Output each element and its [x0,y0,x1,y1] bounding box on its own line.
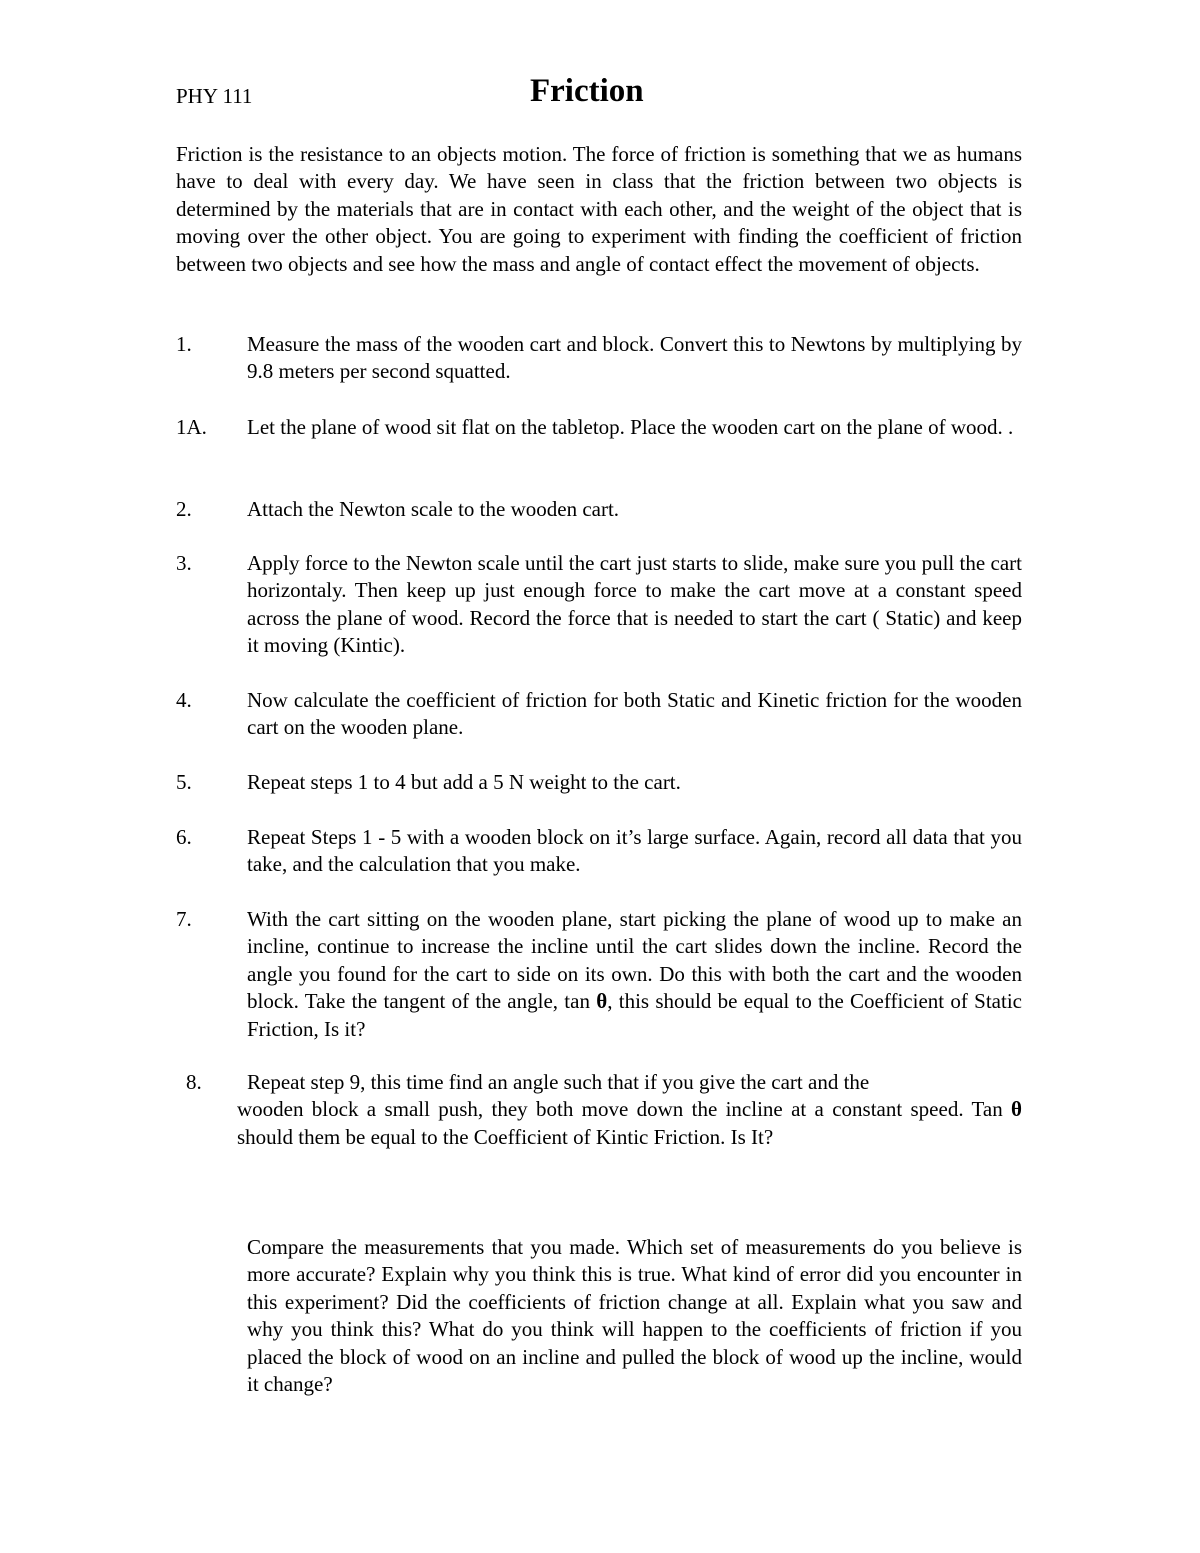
step-number: 2. [176,497,192,521]
step-text: Let the plane of wood sit flat on the tabletop. Place the wooden cart on the plane of wood. . [247,415,1014,439]
page-title: Friction [530,73,644,109]
step-8-text: Repeat step 9, this time find an angle such that if you give the cart and the wooden block a small push, they both move down the incline at a constant speed. Tan θ should them be equal to the Coefficient of Kintic Friction. Is It? [237,1070,1022,1149]
step-text: Attach the Newton scale to the wooden cart. [247,497,620,521]
conclusion-paragraph: Compare the measurements that you made. Which set of measurements do you believe is more accurate? Explain why you think this is true. What kind of error did you encounter in this experiment? Did the coefficients of friction change at all. Explain what you saw and why you think this? What do you think will happen to the coefficients of friction if you placed the block of wood on an incline and pulled the block of wood up the incline, would it change? [247,1235,1022,1397]
step-text: Repeat Steps 1 - 5 with a wooden block on it’s large surface. Again, record all data that you take, and the calculation that you make. [247,825,1022,877]
step-text: Now calculate the coefficient of friction for both Static and Kinetic friction for the wooden cart on the wooden plane. [247,688,1022,740]
theta-symbol: θ [1011,1097,1022,1122]
step-number: 8. [186,1070,202,1094]
step-number: 1A. [176,415,207,439]
course-code: PHY 111 [176,84,253,108]
step-number: 4. [176,688,192,712]
step-text: Apply force to the Newton scale until the cart just starts to slide, make sure you pull the cart horizontaly. Then keep up just enough force to make the cart move at a constant speed across the plane of wood. Record the force that is needed to start the cart ( Static) and keep it moving (Kintic). [247,551,1022,658]
step-text: Repeat steps 1 to 4 but add a 5 N weight to the cart. [247,770,681,794]
step-number: 6. [176,825,192,849]
theta-symbol: θ [596,989,608,1014]
step-number: 5. [176,770,192,794]
step-number: 7. [176,907,192,931]
step-text: With the cart sitting on the wooden plane, start picking the plane of wood up to make an incline, continue to increase the incline until the cart slides down the incline. Record the angle you found for the cart to side on its own. Do this with both the cart and the wooden block. Take the tangent of the angle, tan θ, this should be equal to the Coefficient of Static Friction, Is it? [247,907,1022,1041]
step-text: Measure the mass of the wooden cart and block. Convert this to Newtons by multiplying by 9.8 meters per second squatted. [247,332,1022,384]
step-number: 3. [176,551,192,575]
step-number: 1. [176,332,192,356]
intro-paragraph: Friction is the resistance to an objects motion. The force of friction is something that we as humans have to deal with every day. We have seen in class that the friction between two objects is determined by the materials that are in contact with each other, and the weight of the object that is moving over the other object. You are going to experiment with finding the coefficient of friction between two objects and see how the mass and angle of contact effect the movement of objects. [176,142,1022,276]
